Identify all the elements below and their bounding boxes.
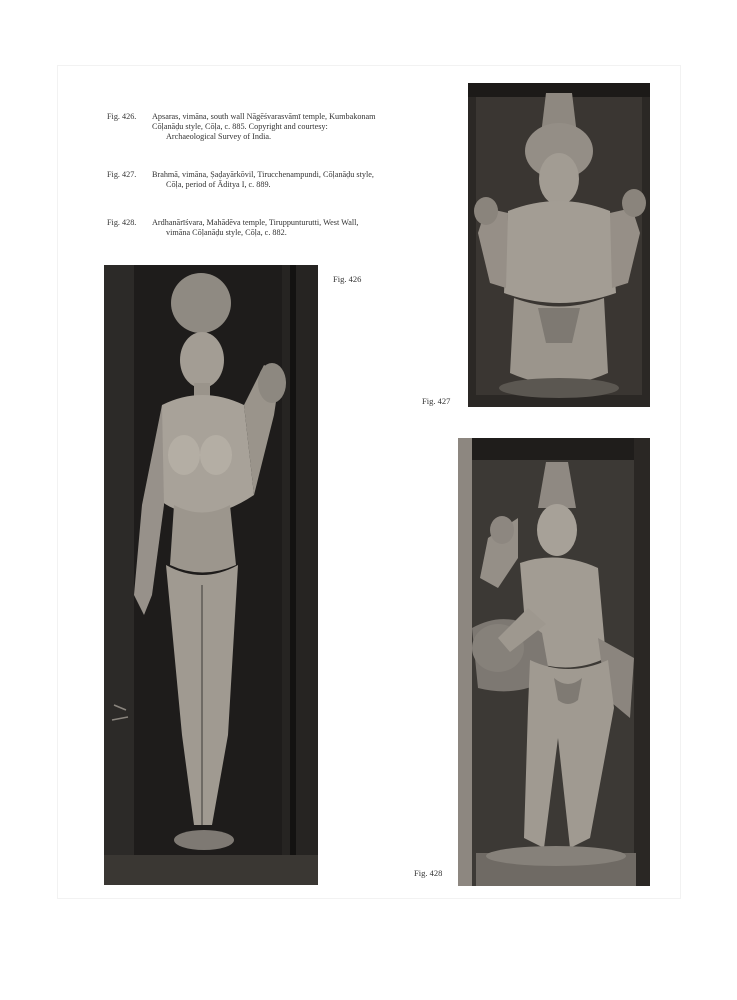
caption-line: Apsaras, vimāna, south wall Nāgēśvarasvāmī temple, Kumbakonam xyxy=(152,112,376,121)
brahma-sculpture-image xyxy=(468,83,650,407)
caption-number: Fig. 427. xyxy=(107,170,137,179)
photo-fig-428 xyxy=(458,438,650,886)
ardhanarishvara-sculpture-image xyxy=(458,438,650,886)
caption-line: Brahmā, vimāna, Ṣaḍayārkōvil, Tirucchenampundi, Cōḷanāḍu style, xyxy=(152,170,374,179)
apsaras-sculpture-image xyxy=(104,265,318,885)
figure-label-427: Fig. 427 xyxy=(422,396,451,406)
caption-line: vimāna Cōḷanāḍu style, Cōḷa, c. 882. xyxy=(166,228,287,237)
caption-number: Fig. 428. xyxy=(107,218,137,227)
caption-line: Archaeological Survey of India. xyxy=(166,132,272,141)
figure-label-428: Fig. 428 xyxy=(414,868,443,878)
caption-number: Fig. 426. xyxy=(107,112,137,121)
photo-fig-427 xyxy=(468,83,650,407)
figure-label-426: Fig. 426 xyxy=(333,274,362,284)
photo-fig-426 xyxy=(104,265,318,885)
caption-line: Ardhanārīśvara, Mahādēva temple, Tiruppunturutti, West Wall, xyxy=(152,218,359,227)
caption-line: Cōḷa, period of Āditya I, c. 889. xyxy=(166,180,271,189)
caption-line: Cōḷanāḍu style, Cōḷa, c. 885. Copyright and courtesy: xyxy=(152,122,328,131)
